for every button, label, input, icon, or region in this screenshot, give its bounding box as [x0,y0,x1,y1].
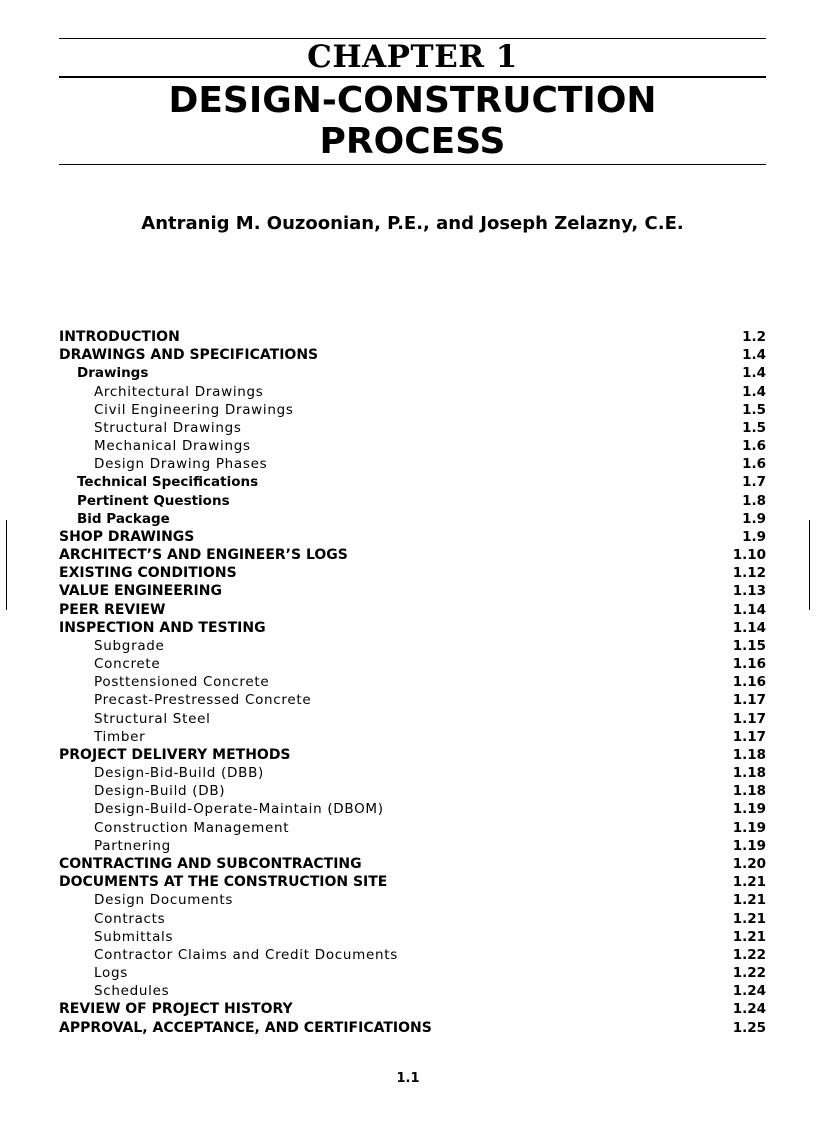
toc-entry-label: REVIEW OF PROJECT HISTORY [59,1001,293,1018]
toc-entry [59,473,766,491]
toc-entry-label: Partnering [94,837,171,854]
toc-entry-label: Construction Management [94,819,290,836]
toc-entry-page: 1.21 [732,910,766,927]
toc-entry [59,582,766,600]
toc-entry [59,401,766,419]
toc-entry-page: 1.15 [732,637,766,654]
toc-entry [59,1019,766,1037]
toc-entry [59,673,766,691]
toc-entry-label: Design Drawing Phases [94,456,268,473]
toc-entry-label: PROJECT DELIVERY METHODS [59,746,291,763]
toc-entry-page: 1.20 [732,855,766,872]
toc-entry [59,691,766,709]
toc-entry-label: PEER REVIEW [59,601,166,618]
toc-entry-page: 1.18 [732,783,766,800]
toc-entry-page: 1.14 [732,601,766,618]
toc-entry [59,655,766,673]
toc-entry [59,601,766,619]
toc-entry-label: Contractor Claims and Credit Documents [94,946,399,963]
toc-entry-page: 1.21 [732,892,766,909]
toc-entry-label: Technical Specifications [77,474,259,491]
toc-entry-page: 1.18 [732,765,766,782]
toc-entry [59,528,766,546]
toc-entry-label: INTRODUCTION [59,329,180,345]
toc-entry-page: 1.6 [742,438,766,455]
toc-entry-page: 1.4 [742,347,766,364]
toc-entry [59,437,766,455]
toc-entry-label: Bid Package [77,510,170,527]
toc-entry-page: 1.22 [732,965,766,982]
toc-entry-page: 1.2 [742,329,766,345]
toc-entry-label: Mechanical Drawings [94,438,251,455]
toc-entry-label: Schedules [94,983,170,1000]
page-number: 1.1 [396,1071,420,1086]
toc-entry [59,346,766,364]
toc-entry-page: 1.19 [732,837,766,854]
toc-entry [59,982,766,1000]
toc-entry-page: 1.22 [732,946,766,963]
toc-entry-label: Subgrade [94,637,165,654]
toc-entry [59,710,766,728]
crop-mark-right [809,520,810,610]
chapter-title-line2: PROCESS [319,121,506,162]
crop-mark-left [6,520,7,610]
toc-entry-label: DOCUMENTS AT THE CONSTRUCTION SITE [59,874,388,891]
toc-entry-page: 1.16 [732,656,766,673]
toc-entry [59,837,766,855]
chapter-title-line1: DESIGN-CONSTRUCTION [168,80,657,121]
toc-entry-label: SHOP DRAWINGS [59,528,195,545]
toc-entry-page: 1.17 [732,728,766,745]
chapter-rule [59,76,766,78]
toc-entry [59,364,766,382]
toc-entry-page: 1.10 [732,547,766,564]
table-of-contents [59,328,766,1037]
toc-entry-page: 1.16 [732,674,766,691]
toc-entry [59,855,766,873]
toc-entry-page: 1.14 [732,619,766,636]
toc-entry-label: Civil Engineering Drawings [94,401,294,418]
toc-entry-page: 1.17 [732,710,766,727]
toc-entry [59,728,766,746]
toc-entry-label: Precast-Prestressed Concrete [94,692,312,709]
toc-entry [59,800,766,818]
toc-entry-label: Structural Drawings [94,419,242,436]
authors: Antranig M. Ouzoonian, P.E., and Joseph Zelazny, C.E. [141,213,684,234]
toc-entry-label: Drawings [77,365,149,382]
toc-entry-label: Architectural Drawings [94,383,264,400]
toc-entry [59,964,766,982]
toc-entry-page: 1.8 [742,492,766,509]
toc-entry-page: 1.25 [732,1019,766,1036]
toc-entry-page: 1.9 [742,528,766,545]
toc-entry [59,564,766,582]
toc-entry-page: 1.17 [732,692,766,709]
toc-entry [59,328,766,346]
toc-entry-page: 1.24 [732,1001,766,1018]
toc-entry [59,546,766,564]
toc-entry-label: Contracts [94,910,166,927]
toc-entry-page: 1.19 [732,801,766,818]
toc-entry-label: Logs [94,965,128,982]
toc-entry-page: 1.13 [732,583,766,600]
toc-entry-page: 1.21 [732,874,766,891]
title-rule [59,164,766,165]
toc-entry-label: DRAWINGS AND SPECIFICATIONS [59,347,319,364]
toc-entry-label: CONTRACTING AND SUBCONTRACTING [59,855,362,872]
toc-entry-page: 1.9 [742,510,766,527]
toc-entry [59,492,766,510]
toc-entry [59,873,766,891]
toc-entry-label: APPROVAL, ACCEPTANCE, AND CERTIFICATIONS [59,1019,432,1036]
toc-entry-page: 1.12 [732,565,766,582]
toc-entry-page: 1.18 [732,746,766,763]
toc-entry-label: Posttensioned Concrete [94,674,270,691]
toc-entry-label: Design-Bid-Build (DBB) [94,765,265,782]
toc-entry [59,1000,766,1018]
toc-entry [59,891,766,909]
chapter-label: CHAPTER 1 [307,39,518,75]
toc-entry-page: 1.4 [742,383,766,400]
toc-entry [59,419,766,437]
toc-entry [59,383,766,401]
toc-entry-page: 1.6 [742,456,766,473]
toc-entry [59,746,766,764]
chapter-title [59,80,766,162]
toc-entry [59,619,766,637]
toc-entry-page: 1.5 [742,401,766,418]
toc-entry-label: Design Documents [94,892,234,909]
toc-entry-label: INSPECTION AND TESTING [59,619,266,636]
toc-entry [59,455,766,473]
toc-entry-page: 1.24 [732,983,766,1000]
toc-entry [59,782,766,800]
toc-entry [59,637,766,655]
toc-entry [59,946,766,964]
toc-entry [59,910,766,928]
toc-entry-page: 1.19 [732,819,766,836]
toc-entry-page: 1.7 [742,474,766,491]
toc-entry-label: Structural Steel [94,710,211,727]
toc-entry-label: Concrete [94,656,161,673]
toc-entry [59,819,766,837]
toc-entry-page: 1.21 [732,928,766,945]
toc-entry [59,928,766,946]
toc-entry-label: VALUE ENGINEERING [59,583,222,600]
toc-entry-label: Pertinent Questions [77,492,230,509]
toc-entry-label: Design-Build-Operate-Maintain (DBOM) [94,801,384,818]
toc-entry [59,764,766,782]
toc-entry-label: Design-Build (DB) [94,783,226,800]
toc-entry-label: EXISTING CONDITIONS [59,565,237,582]
toc-entry-label: Submittals [94,928,174,945]
toc-entry-page: 1.4 [742,365,766,382]
toc-entry-label: Timber [94,728,146,745]
toc-entry [59,510,766,528]
toc-entry-page: 1.5 [742,419,766,436]
toc-entry-label: ARCHITECT’S AND ENGINEER’S LOGS [59,547,348,564]
